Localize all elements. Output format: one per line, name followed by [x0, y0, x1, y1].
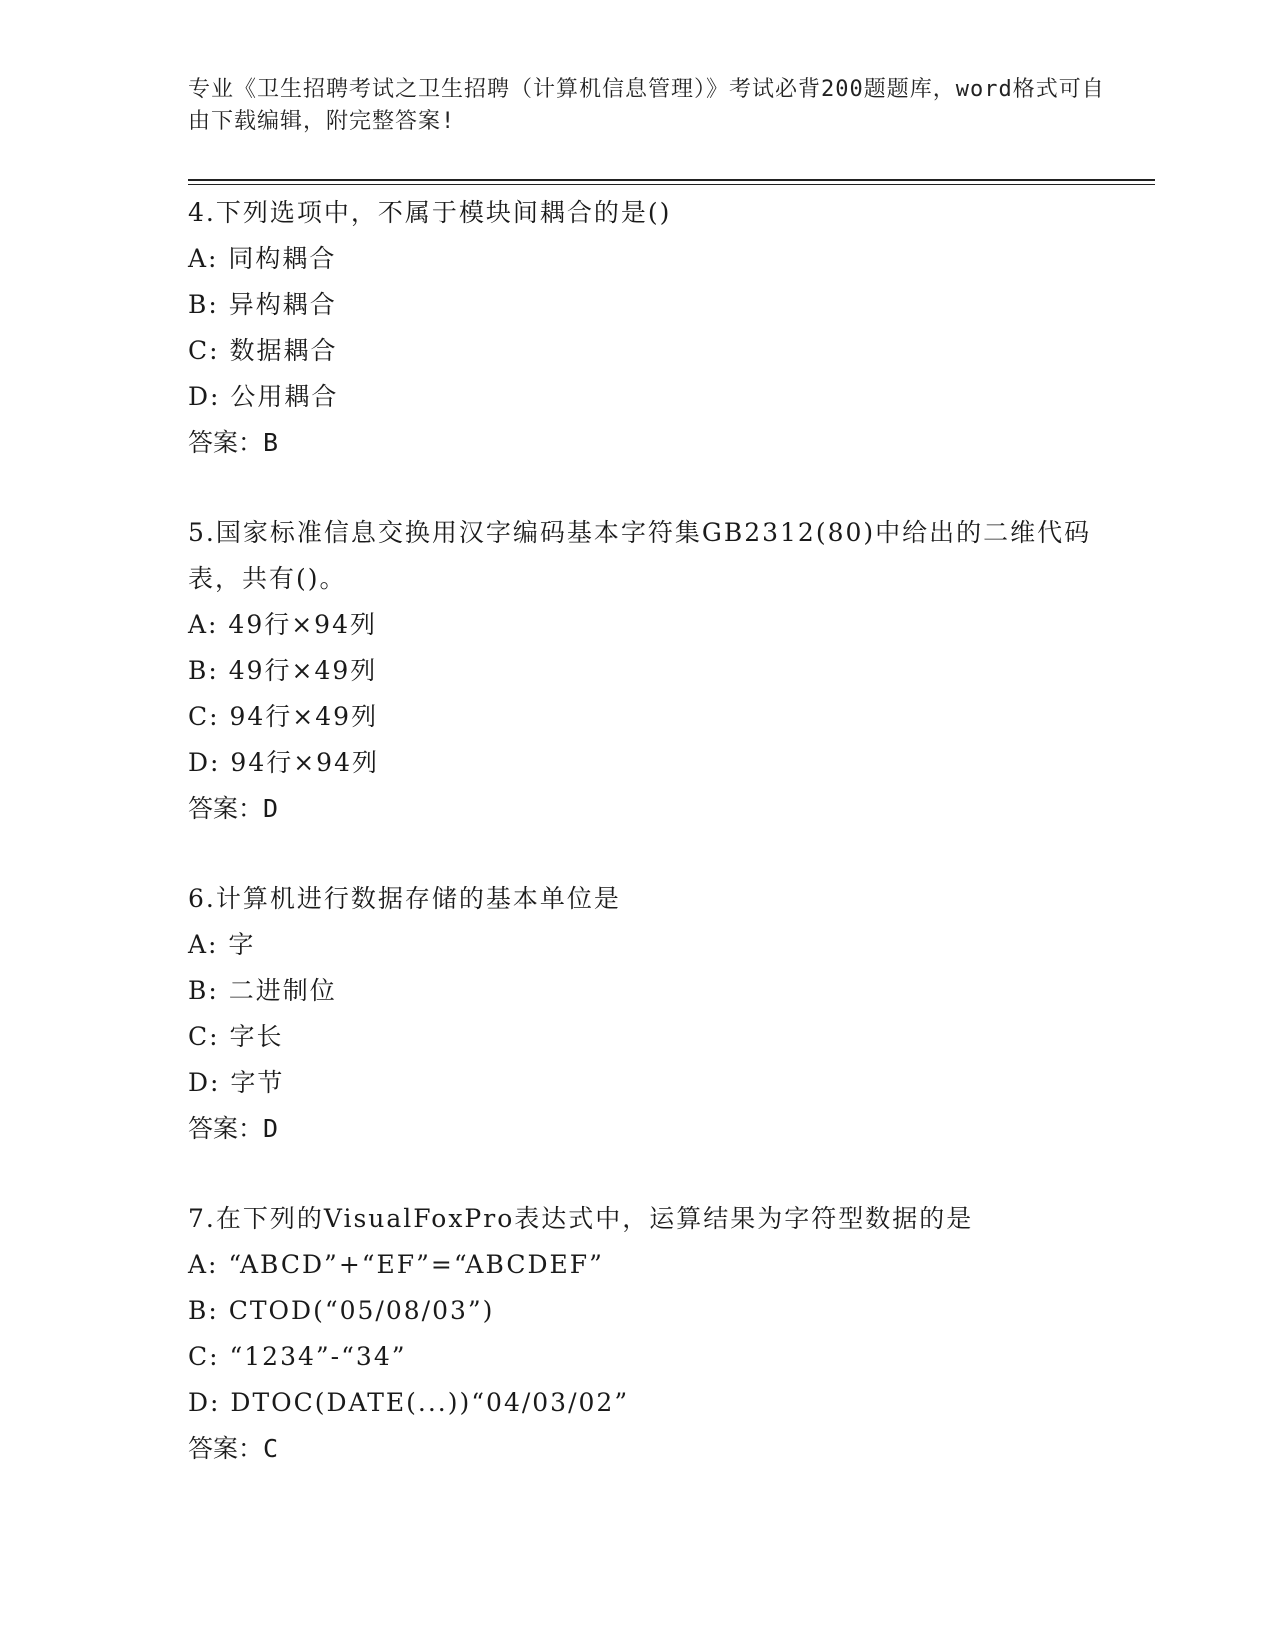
- header-divider: [188, 179, 1155, 181]
- answer-text: 答案：B: [188, 428, 279, 457]
- option-a: A: 字: [188, 930, 256, 959]
- question-text: 5.国家标准信息交换用汉字编码基本字符集GB2312(80)中给出的二维代码表，共有()。: [188, 518, 1092, 593]
- option-d: D: 公用耦合: [188, 382, 339, 411]
- option-b: B: 异构耦合: [188, 290, 337, 319]
- option-c: C: 数据耦合: [188, 336, 338, 365]
- option-b: B: 49行×49列: [188, 656, 378, 685]
- option-a: A: “ABCD”+“EF”=“ABCDEF”: [188, 1250, 604, 1279]
- question-text: 6.计算机进行数据存储的基本单位是: [188, 884, 621, 913]
- option-d: D: 94行×94列: [188, 748, 379, 777]
- option-c: C: 94行×49列: [188, 702, 379, 731]
- question-5: [188, 510, 1108, 832]
- header-divider-thin: [188, 184, 1155, 185]
- question-text: 7.在下列的VisualFoxPro表达式中，运算结果为字符型数据的是: [188, 1204, 974, 1233]
- option-a: A: 49行×94列: [188, 610, 377, 639]
- question-7: [188, 1196, 1108, 1472]
- question-6: [188, 876, 1108, 1152]
- answer-text: 答案：D: [188, 1114, 279, 1143]
- option-d: D: DTOC(DATE(...))“04/03/02”: [188, 1388, 630, 1417]
- option-c: C: “1234”-“34”: [188, 1342, 407, 1371]
- question-text: 4.下列选项中，不属于模块间耦合的是(): [188, 198, 672, 227]
- option-b: B: CTOD(“05/08/03”): [188, 1296, 495, 1325]
- option-c: C: 字长: [188, 1022, 284, 1051]
- answer-text: 答案：D: [188, 794, 279, 823]
- option-b: B: 二进制位: [188, 976, 337, 1005]
- question-list: [188, 190, 1108, 1516]
- option-a: A: 同构耦合: [188, 244, 337, 273]
- option-d: D: 字节: [188, 1068, 285, 1097]
- question-4: [188, 190, 1108, 466]
- answer-text: 答案：C: [188, 1434, 279, 1463]
- document-header: 专业《卫生招聘考试之卫生招聘（计算机信息管理）》考试必背200题题库，word格式可自由下载编辑，附完整答案!: [188, 77, 1105, 134]
